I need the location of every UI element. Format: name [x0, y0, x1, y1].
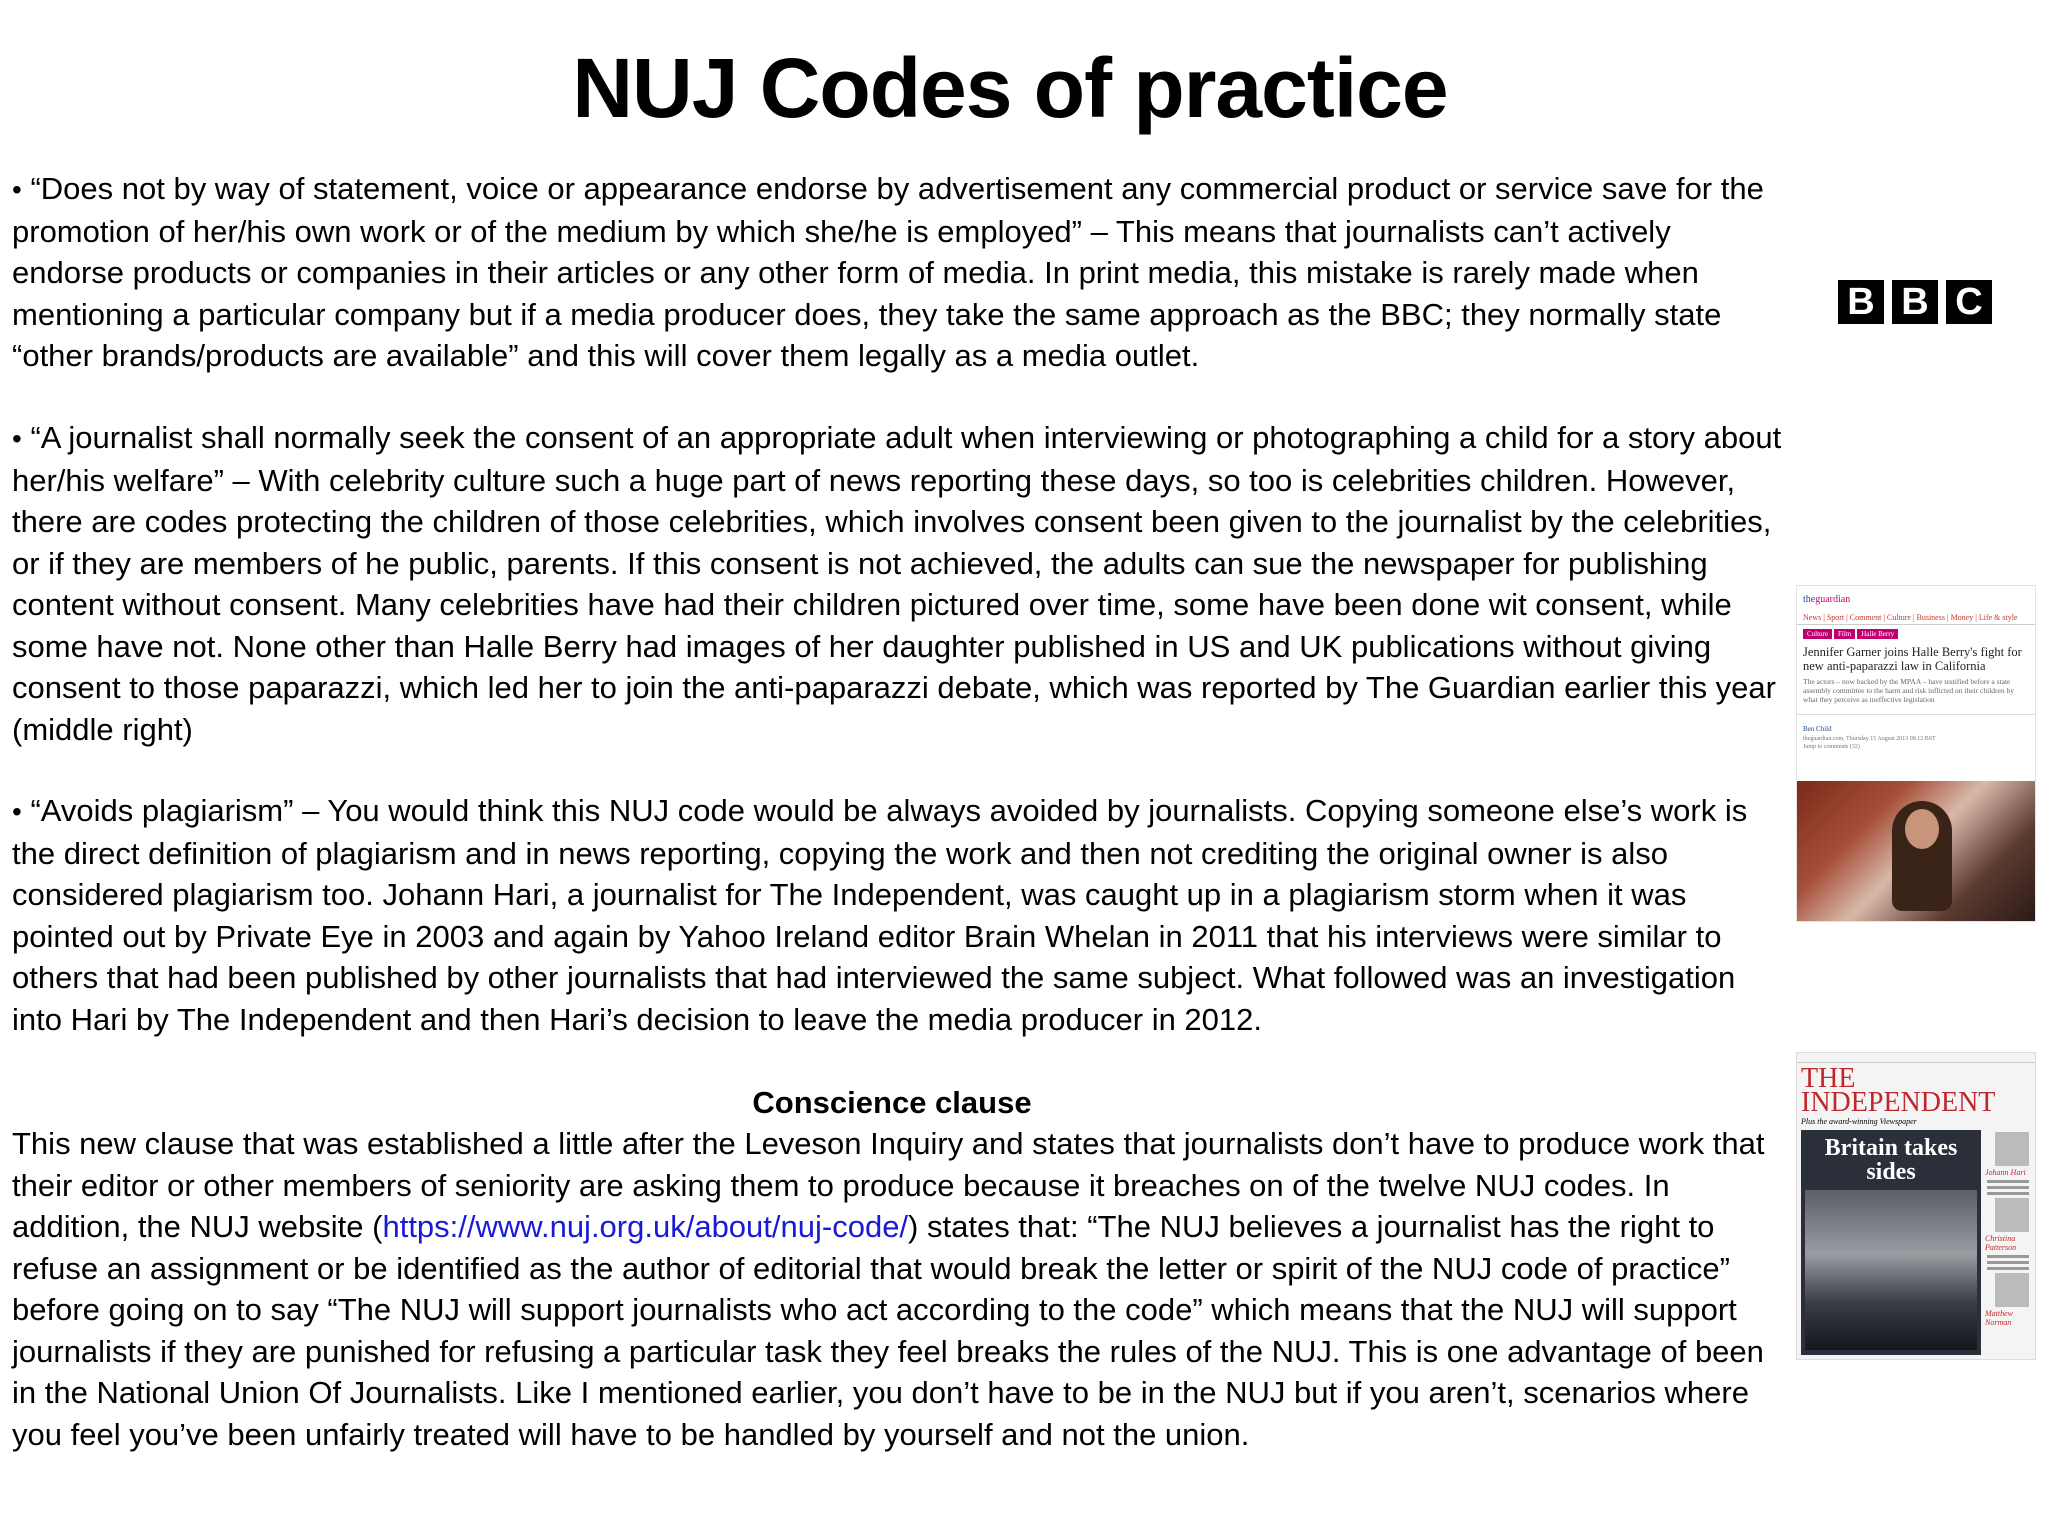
guardian-breadcrumb [1803, 629, 2029, 639]
indy-top-strip [1797, 1053, 2035, 1063]
guardian-nav: News | Sport | Comment | Culture | Business | Money | Life & style [1797, 607, 2035, 625]
columnist-name: Matthew Norman [1985, 1309, 2013, 1327]
columnist-avatar [1995, 1273, 2029, 1307]
crumb: Halle Berry [1857, 629, 1898, 639]
indy-columnists [1985, 1130, 2031, 1355]
nuj-code-link[interactable]: https://www.nuj.org.uk/about/nuj-code/ [382, 1209, 909, 1244]
columnist-avatar [1995, 1132, 2029, 1166]
indy-main-story [1801, 1130, 1981, 1355]
guardian-comments: Jump to comments (32) [1803, 744, 1860, 750]
page-title: NUJ Codes of practice [572, 41, 1448, 135]
columnist-name: Christina Patterson [1985, 1234, 2017, 1252]
columnist-avatar [1995, 1198, 2029, 1232]
columnist-name: Johann Hari [1985, 1168, 2026, 1177]
guardian-brand: theguardian [1803, 594, 1851, 605]
bbc-logo-letter: C [1946, 280, 1992, 324]
independent-masthead: THE INDEPENDENT [1801, 1063, 1996, 1118]
crumb: Film [1834, 629, 1855, 639]
bullet: • [12, 174, 22, 205]
paragraph-advertising-code [12, 168, 1782, 377]
guardian-article-image [1796, 585, 2036, 922]
guardian-headline: Jennifer Garner joins Halle Berry's fight for new anti-paparazzi law in California [1803, 645, 2022, 673]
conscience-clause-heading: Conscience clause [752, 1085, 1032, 1120]
photo-person-face [1905, 809, 1939, 849]
bbc-logo [1838, 280, 1992, 324]
independent-front-page-image [1796, 1052, 2036, 1360]
bullet: • [12, 423, 22, 454]
guardian-byline: Ben Child [1797, 714, 2035, 735]
paragraph-text: “A journalist shall normally seek the consent of an appropriate adult when interviewing or photographing a child for a story about her/his welfare” – With celebrity culture such a huge part of news reporting these days, so too is celebrities children. However, there are codes protecting the children of those celebrities, which involves consent been given to the journalist by the celebrities, or if they are members of he public, parents. If this consent is not achieved, the adults can sue the newspaper for publishing content without consent. Many celebrities have had their children pictured over time, some have been done wit consent, while some have not. None other than Halle Berry had images of her daughter published in US and UK publications without giving consent to those paparazzi, which led her to join the anti-paparazzi debate, which was reported by The Guardian earlier this year (middle right) [12, 420, 1782, 747]
bullet: • [12, 796, 22, 827]
paragraph-text: “Does not by way of statement, voice or appearance endorse by advertisement any commercial product or service save for the promotion of her/his own work or of the medium by which she/he is employed” – This means that journalists can’t actively endorse products or companies in their articles or any other form of media. In print media, this mistake is rarely made when mentioning a particular company but if a media producer does, they take the same approach as the BBC; they normally state “other brands/products are available” and this will cover them legally as a media outlet. [12, 171, 1764, 373]
independent-headline: Britain takes sides [1824, 1135, 1958, 1185]
paragraph-conscience-clause [12, 1123, 1782, 1455]
halle-berry-photo [1797, 781, 2035, 921]
guardian-meta: theguardian.com, Thursday 15 August 2013 08.12 BST [1803, 736, 1936, 742]
paragraph-text: “Avoids plagiarism” – You would think this NUJ code would be always avoided by journalists. Copying someone else’s work is the direct definition of plagiarism and in news reporting, copying the work and then not crediting the original owner is also considered plagiarism too. Johann Hari, a journalist for The Independent, was caught up in a plagiarism storm when it was pointed out by Private Eye in 2003 and again by Yahoo Ireland editor Brain Whelan in 2011 that his interviews were similar to others that had been published by other journalists that had interviewed the same subject. What followed was an investigation into Hari by The Independent and then Hari’s decision to leave the media producer in 2012. [12, 793, 1748, 1037]
bbc-logo-letter: B [1838, 280, 1884, 324]
paragraph-plagiarism-code [12, 790, 1782, 1040]
paragraph-text: ) states that: “The NUJ believes a journalist has the right to refuse an assignment or be identified as the author of editorial that would break the letter or spirit of the NUJ code of practice” before going on to say “The NUJ will support journalists who act according to the code” which means that the NUJ will support journalists if they are punished for refusing a particular task they feel breaks the rules of the NUJ. This is one advantage of been in the National Union Of Journalists. Like I mentioned earlier, you don’t have to be in the NUJ but if you aren’t, scenarios where you feel you’ve been unfairly treated will have to be handled by yourself and not the union. [12, 1209, 1764, 1452]
paragraph-text: This new clause that was established a little after the Leveson Inquiry and states that journalists don’t have to produce work that their editor or other members of seniority are asking them to produce because it breaches on of the twelve NUJ codes. In addition, the NUJ website ( [12, 1126, 1765, 1244]
guardian-standfirst: The actors – now backed by the MPAA – have testified before a state assembly committee to the harm and risk inflicted on their children by what they perceive as ineffective legislation [1803, 677, 2014, 704]
crumb: Culture [1803, 629, 1832, 639]
indy-photo-collage [1805, 1190, 1977, 1350]
bbc-logo-letter: B [1892, 280, 1938, 324]
paragraph-child-consent-code [12, 417, 1782, 750]
independent-tagline: Plus the award-winning Viewspaper [1801, 1117, 1917, 1126]
